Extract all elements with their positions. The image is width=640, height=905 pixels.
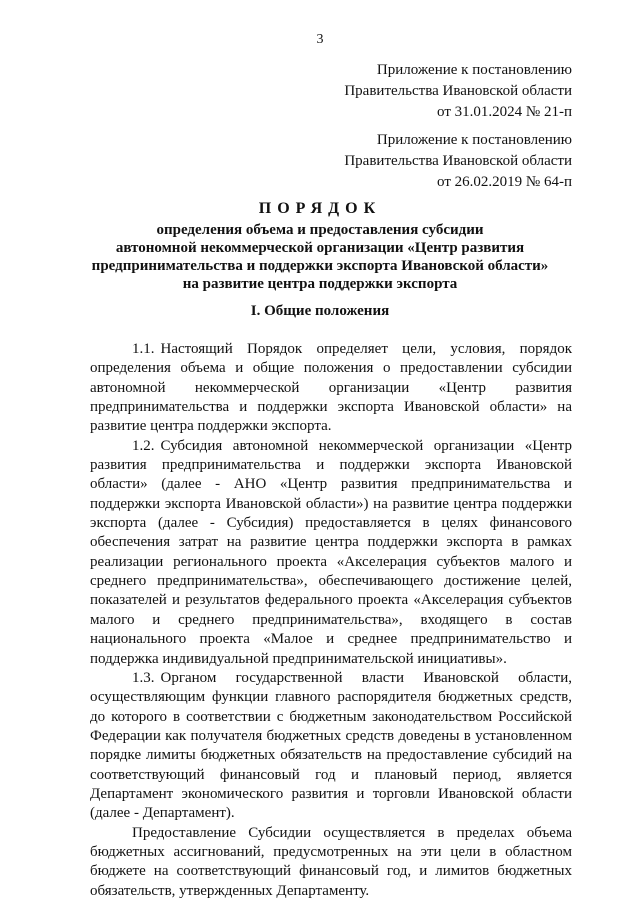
paragraph-1-3	[90, 669, 572, 824]
paragraph-subsidy-limits	[90, 824, 572, 901]
document-title	[68, 199, 572, 293]
appendix-original-line2: Правительства Ивановской области	[344, 153, 572, 169]
paragraph-number: 1.1.	[132, 341, 155, 357]
appendix-original-line3: от 26.02.2019 № 64-п	[437, 174, 572, 190]
paragraph-text: Настоящий Порядок определяет цели, условия, порядок определения объема и общие положения о предоставлении субсидии автономной некоммерческой организации «Центр развития предпринимательства и поддержки экспорта Ивановской области» на развитие центра поддержки экспорта.	[90, 341, 572, 435]
paragraph-1-1	[90, 340, 572, 437]
paragraph-number: 1.3.	[132, 669, 155, 686]
appendix-original-line1: Приложение к постановлению	[376, 132, 572, 148]
title-line2: автономной некоммерческой организации «Центр развития	[115, 240, 525, 256]
appendix-current-line3: от 31.01.2024 № 21-п	[437, 104, 572, 120]
body-text	[90, 340, 572, 901]
paragraph-1-2	[90, 437, 572, 669]
title-line4: на развитие центра поддержки экспорта	[182, 276, 458, 292]
appendix-current-line2: Правительства Ивановской области	[344, 83, 572, 99]
section-heading: I. Общие положения	[250, 303, 390, 319]
appendix-current-reference	[344, 60, 572, 123]
paragraph-text: Субсидия автономной некоммерческой организации «Центр развития предпринимательства и поддержки экспорта Ивановской области» (далее - АНО «Центр развития предпринимательства и поддержки экспорта Ивановской области») на развитие центра поддержки экспорта (далее - Субсидия) предоставляется в целях финансового обеспечения затрат на развитие центра поддержки экспорта в рамках реализации регионального проекта «Акселерация субъектов малого и среднего предпринимательства», обеспечивающего достижение целей, показателей и результатов федерального проекта «Акселерация субъектов малого и среднего предпринимательства», входящего в состав национального проекта «Малое и среднее предпринимательство и поддержка индивидуальной предпринимательской инициативы».	[90, 437, 572, 667]
paragraph-number: 1.2.	[132, 437, 155, 454]
paragraph-text: Органом государственной власти Ивановской области, осуществляющим функции главного распорядителя бюджетных средств, до которого в соответствии с бюджетным законодательством Российской Федерации как получателя бюджетных средств доведены в установленном порядке лимиты бюджетных обязательств на предоставление субсидий на соответствующий финансовый год и плановый период, является Департамент экономического развития и торговли Ивановской области (далее - Департамент).	[90, 669, 572, 822]
appendix-original-reference	[344, 130, 572, 193]
title-main: ПОРЯДОК	[258, 200, 382, 217]
title-line1: определения объема и предоставления субсидии	[156, 222, 484, 238]
appendix-current-line1: Приложение к постановлению	[376, 62, 572, 78]
paragraph-text: Предоставление Субсидии осуществляется в пределах объема бюджетных ассигнований, предусмотренных на эти цели в областном бюджете на соответствующий финансовый год, и лимитов бюджетных обязательств, утвержденных Департаменту.	[90, 824, 572, 899]
title-line3: предпринимательства и поддержки экспорта Ивановской области»	[91, 258, 549, 274]
page-number: 3	[316, 32, 324, 47]
